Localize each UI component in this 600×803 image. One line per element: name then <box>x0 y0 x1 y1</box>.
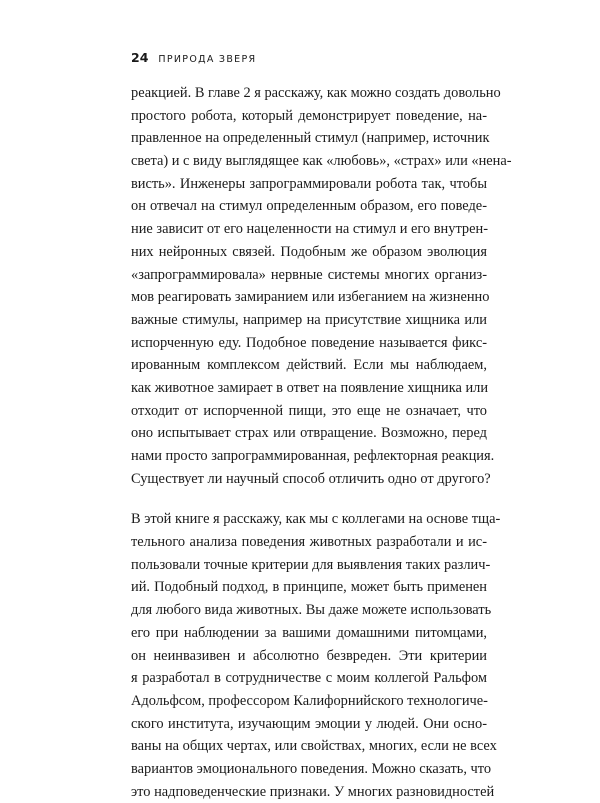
text-line: мов реагировать замиранием или избеганием на жизненно <box>131 289 490 306</box>
text-line: ского института, изучающим эмоции у людей. Они осно- <box>131 715 487 732</box>
text-line: «запрограммировала» нервные системы многих организ- <box>131 266 487 283</box>
paragraph <box>131 508 501 803</box>
text-line: оно испытывает страх или отвращение. Возможно, перед <box>131 425 487 442</box>
text-line: его при наблюдении за вашими домашними питомцами, <box>131 624 487 641</box>
text-line: ваны на общих чертах, или свойствах, многих, если не всех <box>131 738 497 755</box>
paragraph-gap <box>131 490 487 508</box>
text-line: В этой книге я расскажу, как мы с коллегами на основе тща- <box>131 511 501 528</box>
running-head <box>131 50 256 65</box>
text-line: как животное замирает в ответ на появление хищника или <box>131 379 489 396</box>
text-line: важные стимулы, например на присутствие хищника или <box>131 311 487 328</box>
text-line: них нейронных связей. Подобным же образом эволюция <box>131 243 487 260</box>
text-line: тельного анализа поведения животных разработали и ис- <box>131 534 487 551</box>
text-line: Существует ли научный способ отличить одно от другого? <box>131 470 491 487</box>
paragraph <box>131 82 512 490</box>
text-line: нами просто запрограммированная, рефлекторная реакция. <box>131 448 495 464</box>
text-line: испорченную еду. Подобное поведение называется фикс- <box>131 334 487 351</box>
text-line: висть». Инженеры запрограммировали робота так, чтобы <box>131 175 487 192</box>
text-line: ние зависит от его нацеленности на стимул и его внутрен- <box>131 221 488 238</box>
text-line: реакцией. В главе 2 я расскажу, как можно создать довольно <box>131 85 501 101</box>
text-line: пользовали точные критерии для выявления таких различ- <box>131 556 491 573</box>
text-line: простого робота, который демонстрирует поведение, на- <box>131 107 487 124</box>
text-line: света) и с виду выглядящее как «любовь», «страх» или «нена- <box>131 153 512 170</box>
text-line: он отвечал на стимул определенным образом, его поведе- <box>131 198 487 215</box>
text-line: для любого вида животных. Вы даже можете использовать <box>131 602 492 619</box>
text-line: он неинвазивен и абсолютно безвреден. Эти критерии <box>131 647 487 664</box>
text-line: ий. Подобный подход, в принципе, может быть применен <box>131 579 487 596</box>
text-line: правленное на определенный стимул (например, источник <box>131 130 490 147</box>
text-line: ированным комплексом действий. Если мы наблюдаем, <box>131 357 487 374</box>
text-line: отходит от испорченной пищи, это еще не означает, что <box>131 402 487 419</box>
text-line: это надповеденческие признаки. У многих разновидностей <box>131 783 495 800</box>
book-title: ПРИРОДА ЗВЕРЯ <box>158 54 257 65</box>
page-number: 24 <box>131 50 149 65</box>
text-line: я разработал в сотрудничестве с моим коллегой Ральфом <box>131 670 487 687</box>
text-line: Адольфсом, профессором Калифорнийского технологиче- <box>131 692 488 709</box>
text-line: вариантов эмоционального поведения. Можно сказать, что <box>131 760 492 777</box>
body-text <box>131 82 512 803</box>
